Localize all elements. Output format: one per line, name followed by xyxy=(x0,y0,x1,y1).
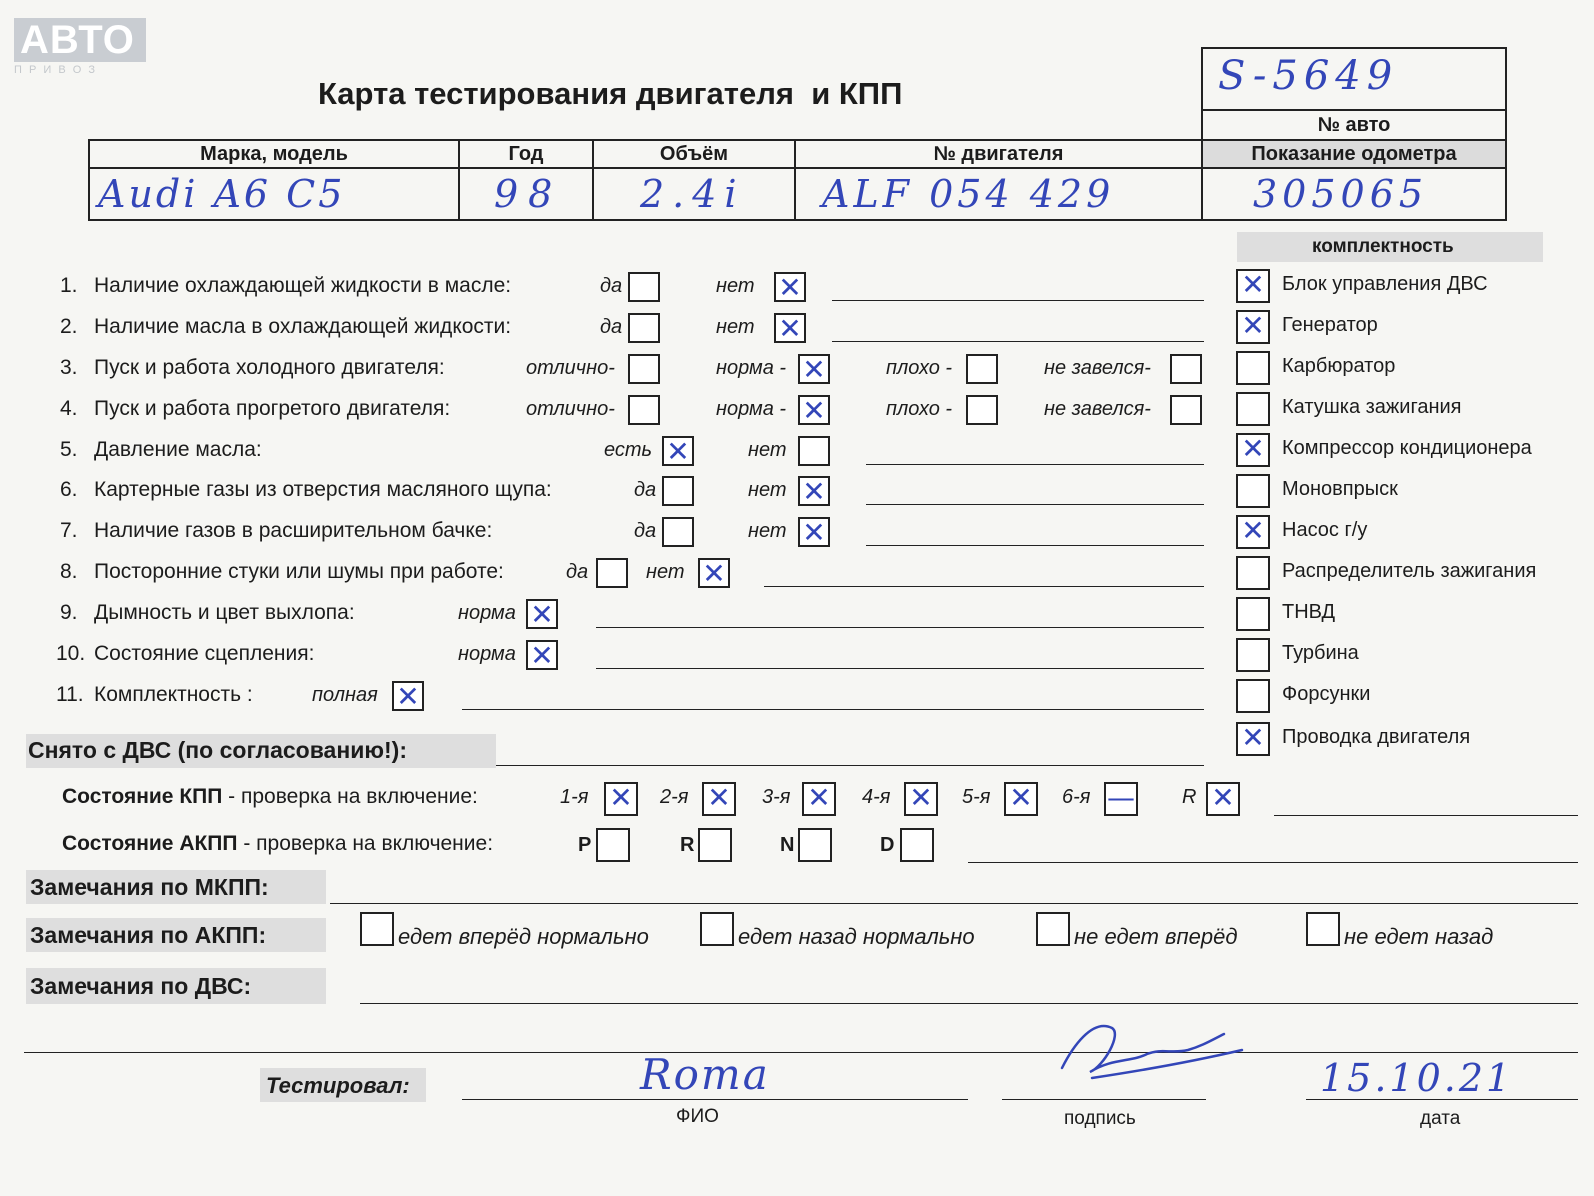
gear-label: 1-я xyxy=(560,786,589,808)
komplekt-checkbox[interactable] xyxy=(1236,310,1270,344)
answer-line xyxy=(832,300,1204,301)
komplekt-checkbox[interactable] xyxy=(1236,392,1270,426)
option-checkbox[interactable] xyxy=(628,313,660,343)
akpp-label-rest: - проверка на включение: xyxy=(237,832,494,855)
gear-checkbox[interactable] xyxy=(802,782,836,816)
answer-line xyxy=(462,709,1204,710)
question-text: Наличие охлаждающей жидкости в масле: xyxy=(94,274,512,297)
option-label: плохо - xyxy=(886,398,953,420)
komplekt-checkbox[interactable] xyxy=(1236,679,1270,713)
option-label: не завелся- xyxy=(1044,398,1151,420)
option-checkbox-mark: ✕ xyxy=(802,353,826,386)
question-text: Картерные газы из отверстия масляного щупа: xyxy=(94,478,552,501)
answer-line xyxy=(866,504,1204,505)
akpp-remark-checkbox[interactable] xyxy=(700,912,734,946)
gear-checkbox[interactable] xyxy=(1206,782,1240,816)
gear-checkbox[interactable] xyxy=(702,782,736,816)
option-checkbox[interactable] xyxy=(392,681,424,711)
komplekt-checkbox[interactable] xyxy=(1236,722,1270,756)
option-checkbox-mark: ✕ xyxy=(802,475,826,508)
option-checkbox[interactable] xyxy=(628,354,660,384)
komplekt-checkbox[interactable] xyxy=(1236,638,1270,672)
komplekt-checkbox-mark: ✕ xyxy=(1241,268,1265,301)
option-label: нет xyxy=(748,439,787,461)
komplekt-checkbox[interactable] xyxy=(1236,556,1270,590)
akpp-label-bold: Состояние АКПП xyxy=(62,832,238,855)
question-number: 7. xyxy=(60,519,78,542)
option-checkbox[interactable] xyxy=(628,395,660,425)
komplekt-item-label: Катушка зажигания xyxy=(1282,396,1462,418)
option-label: нет xyxy=(646,561,685,583)
gear-label: 3-я xyxy=(762,786,791,808)
mkpp-remarks-label: Замечания по МКПП: xyxy=(30,874,269,900)
komplekt-checkbox-mark: ✕ xyxy=(1241,432,1265,465)
option-checkbox-mark: ✕ xyxy=(778,271,802,304)
akpp-mode-label: P xyxy=(578,834,592,856)
car-number-label: № авто xyxy=(1201,109,1507,141)
akpp-remark-checkbox[interactable] xyxy=(1036,912,1070,946)
option-checkbox-mark: ✕ xyxy=(778,312,802,345)
value-year: 98 xyxy=(494,172,563,216)
option-checkbox[interactable] xyxy=(526,640,558,670)
option-checkbox[interactable] xyxy=(662,476,694,506)
gear-label: 5-я xyxy=(962,786,991,808)
option-checkbox-mark: ✕ xyxy=(666,435,690,468)
question-number: 6. xyxy=(60,478,78,501)
question-number: 4. xyxy=(60,397,78,420)
question-text: Наличие газов в расширительном бачке: xyxy=(94,519,493,542)
akpp-label xyxy=(62,832,493,856)
answer-line xyxy=(866,545,1204,546)
gear-checkbox-mark: — xyxy=(1107,781,1135,814)
option-label: норма xyxy=(458,643,516,665)
option-label: да xyxy=(600,275,623,297)
akpp-remarks-label: Замечания по АКПП: xyxy=(30,922,267,948)
komplekt-item-label: Карбюратор xyxy=(1282,355,1396,377)
komplekt-item-label: Генератор xyxy=(1282,314,1378,336)
option-label: да xyxy=(566,561,589,583)
komplekt-checkbox[interactable] xyxy=(1236,433,1270,467)
komplekt-item-label: Проводка двигателя xyxy=(1282,726,1471,748)
gear-checkbox-mark: ✕ xyxy=(1211,781,1235,814)
option-checkbox[interactable] xyxy=(966,395,998,425)
akpp-remark-checkbox[interactable] xyxy=(1306,912,1340,946)
value-odometer: 305065 xyxy=(1253,172,1429,216)
option-label: полная xyxy=(312,684,378,706)
option-checkbox[interactable] xyxy=(662,436,694,466)
kpp-label-rest: - проверка на включение: xyxy=(222,785,478,808)
dvs-remarks-line xyxy=(360,1003,1578,1004)
gear-checkbox-mark: ✕ xyxy=(909,781,933,814)
header-engine-number: № двигателя xyxy=(794,139,1203,169)
komplekt-item-label: Турбина xyxy=(1282,642,1359,664)
option-label: норма xyxy=(458,602,516,624)
option-label: нет xyxy=(748,520,787,542)
gear-label: R xyxy=(1182,786,1197,808)
option-checkbox-mark: ✕ xyxy=(396,680,420,713)
answer-line xyxy=(764,586,1204,587)
komplekt-item-label: Компрессор кондиционера xyxy=(1282,437,1532,459)
akpp-remark-checkbox[interactable] xyxy=(360,912,394,946)
gear-checkbox[interactable] xyxy=(904,782,938,816)
question-number: 2. xyxy=(60,315,78,338)
gear-checkbox[interactable] xyxy=(1004,782,1038,816)
option-checkbox[interactable] xyxy=(1170,354,1202,384)
option-checkbox[interactable] xyxy=(1170,395,1202,425)
fio-label: ФИО xyxy=(676,1106,719,1127)
akpp-mode-label: R xyxy=(680,834,695,856)
option-label: отлично- xyxy=(526,398,615,420)
answer-line xyxy=(596,627,1204,628)
option-checkbox[interactable] xyxy=(798,354,830,384)
signature-line xyxy=(1002,1099,1206,1100)
option-checkbox-mark: ✕ xyxy=(530,639,554,672)
akpp-mode-checkbox[interactable] xyxy=(900,828,934,862)
value-engine-number: ALF 054 429 xyxy=(822,172,1115,216)
option-checkbox[interactable] xyxy=(774,272,806,302)
option-label: не завелся- xyxy=(1044,357,1151,379)
option-label: отлично- xyxy=(526,357,615,379)
answer-line xyxy=(832,341,1204,342)
komplekt-checkbox-mark: ✕ xyxy=(1241,309,1265,342)
question-text: Комплектность : xyxy=(94,683,253,706)
option-label: нет xyxy=(716,316,755,338)
komplekt-checkbox[interactable] xyxy=(1236,269,1270,303)
question-number: 10. xyxy=(56,642,86,665)
question-text: Пуск и работа холодного двигателя: xyxy=(94,356,445,379)
value-volume: 2.4i xyxy=(640,172,745,216)
komplekt-checkbox-mark: ✕ xyxy=(1241,514,1265,547)
option-checkbox[interactable] xyxy=(596,558,628,588)
option-checkbox[interactable] xyxy=(774,313,806,343)
akpp-mode-checkbox[interactable] xyxy=(698,828,732,862)
kpp-label-bold: Состояние КПП xyxy=(62,785,223,808)
gear-label: 2-я xyxy=(660,786,689,808)
option-checkbox[interactable] xyxy=(662,517,694,547)
header-odometer: Показание одометра xyxy=(1201,139,1507,169)
dvs-remarks-line-2 xyxy=(24,1052,1578,1053)
signature-label: подпись xyxy=(1064,1108,1136,1129)
option-checkbox-mark: ✕ xyxy=(802,516,826,549)
option-label: есть xyxy=(604,439,653,461)
komplekt-checkbox[interactable] xyxy=(1236,351,1270,385)
gear-checkbox[interactable] xyxy=(1104,782,1138,816)
test-date: 15.10.21 xyxy=(1320,1056,1514,1100)
akpp-remark-label: не едет назад xyxy=(1344,924,1494,949)
akpp-remark-label: едет вперёд нормально xyxy=(398,924,649,949)
question-number: 1. xyxy=(60,274,78,297)
option-label: да xyxy=(634,520,657,542)
question-text: Давление масла: xyxy=(94,438,262,461)
option-checkbox-mark: ✕ xyxy=(702,557,726,590)
dvs-remarks-label: Замечания по ДВС: xyxy=(30,973,252,999)
answer-line xyxy=(596,668,1204,669)
header-volume: Объём xyxy=(592,139,796,169)
komplekt-checkbox[interactable] xyxy=(1236,515,1270,549)
logo xyxy=(14,18,146,76)
option-checkbox[interactable] xyxy=(798,517,830,547)
komplekt-checkbox[interactable] xyxy=(1236,597,1270,631)
kpp-label xyxy=(62,785,478,809)
gear-checkbox-mark: ✕ xyxy=(609,781,633,814)
kpp-line xyxy=(1274,815,1578,816)
mkpp-remarks-line xyxy=(330,903,1578,904)
gear-checkbox-mark: ✕ xyxy=(1009,781,1033,814)
tested-label: Тестировал: xyxy=(266,1073,410,1098)
gear-checkbox-mark: ✕ xyxy=(707,781,731,814)
question-number: 11. xyxy=(56,683,84,706)
komplekt-checkbox-mark: ✕ xyxy=(1241,721,1265,754)
option-checkbox[interactable] xyxy=(966,354,998,384)
car-number-value: S-5649 xyxy=(1218,53,1399,99)
akpp-remark-label: едет назад нормально xyxy=(738,924,975,949)
option-label: да xyxy=(600,316,623,338)
komplekt-item-label: ТНВД xyxy=(1282,601,1336,623)
akpp-mode-checkbox[interactable] xyxy=(798,828,832,862)
komplekt-item-label: Насос г/у xyxy=(1282,519,1368,541)
option-label: норма - xyxy=(716,398,787,420)
komplekt-item-label: Блок управления ДВС xyxy=(1282,273,1488,295)
question-number: 5. xyxy=(60,438,78,461)
komplekt-item-label: Форсунки xyxy=(1282,683,1371,705)
logo-text: АВТО xyxy=(14,18,146,62)
komplekt-item-label: Распределитель зажигания xyxy=(1282,560,1537,582)
akpp-mode-checkbox[interactable] xyxy=(596,828,630,862)
gear-label: 6-я xyxy=(1062,786,1091,808)
question-number: 9. xyxy=(60,601,78,624)
komplekt-item-label: Моновпрыск xyxy=(1282,478,1398,500)
komplekt-checkbox[interactable] xyxy=(1236,474,1270,508)
option-checkbox[interactable] xyxy=(698,558,730,588)
removed-label: Снято с ДВС (по согласованию!): xyxy=(28,737,407,763)
question-text: Наличие масла в охлаждающей жидкости: xyxy=(94,315,512,338)
option-label: нет xyxy=(716,275,755,297)
removed-line xyxy=(496,765,1204,766)
option-checkbox[interactable] xyxy=(798,476,830,506)
signature xyxy=(1052,1008,1252,1098)
date-label: дата xyxy=(1420,1108,1461,1129)
akpp-line xyxy=(968,862,1578,863)
option-label: плохо - xyxy=(886,357,953,379)
question-number: 8. xyxy=(60,560,78,583)
option-checkbox[interactable] xyxy=(628,272,660,302)
komplekt-header: комплектность xyxy=(1312,236,1454,257)
akpp-mode-label: N xyxy=(780,834,795,856)
akpp-remark-label: не едет вперёд xyxy=(1074,924,1238,949)
option-checkbox[interactable] xyxy=(798,395,830,425)
fio-line xyxy=(462,1099,968,1100)
tester-name: Roma xyxy=(640,1050,770,1099)
gear-checkbox[interactable] xyxy=(604,782,638,816)
header-year: Год xyxy=(458,139,594,169)
option-label: норма - xyxy=(716,357,787,379)
value-model: Audi A6 C5 xyxy=(98,172,346,216)
option-checkbox[interactable] xyxy=(798,436,830,466)
page-title: Карта тестирования двигателя и КПП xyxy=(318,76,903,111)
option-label: да xyxy=(634,479,657,501)
logo-subtext: П Р И В О З xyxy=(14,64,97,76)
question-text: Посторонние стуки или шумы при работе: xyxy=(94,560,504,583)
gear-label: 4-я xyxy=(862,786,891,808)
option-checkbox-mark: ✕ xyxy=(802,394,826,427)
question-text: Дымность и цвет выхлопа: xyxy=(94,601,355,624)
answer-line xyxy=(866,464,1204,465)
gear-checkbox-mark: ✕ xyxy=(807,781,831,814)
question-text: Состояние сцепления: xyxy=(94,642,315,665)
option-checkbox[interactable] xyxy=(526,599,558,629)
akpp-mode-label: D xyxy=(880,834,895,856)
header-model: Марка, модель xyxy=(88,139,460,169)
question-text: Пуск и работа прогретого двигателя: xyxy=(94,397,451,420)
question-number: 3. xyxy=(60,356,78,379)
option-label: нет xyxy=(748,479,787,501)
option-checkbox-mark: ✕ xyxy=(530,598,554,631)
